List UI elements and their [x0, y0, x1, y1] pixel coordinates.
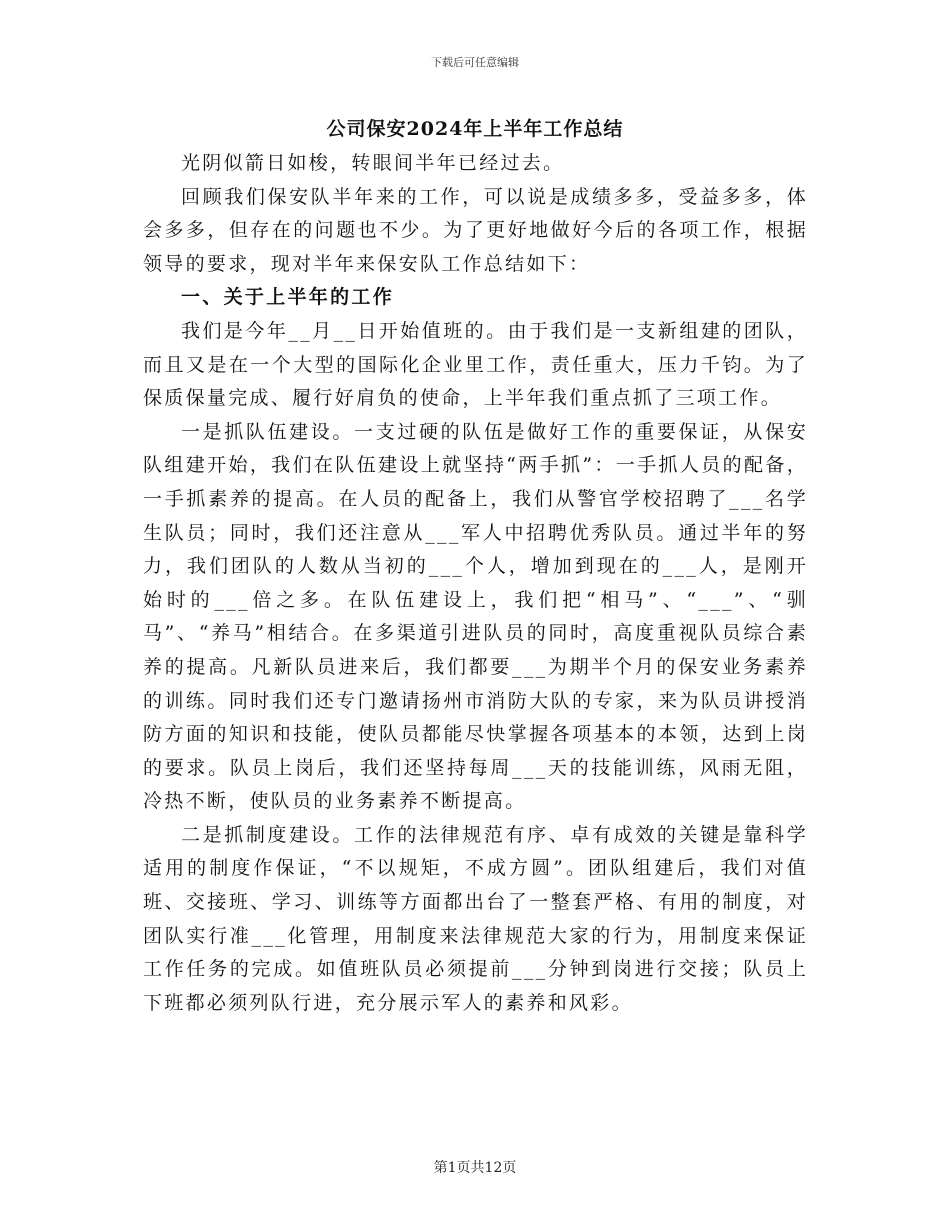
paragraph-intro: 光阴似箭日如梭，转眼间半年已经过去。: [181, 152, 565, 174]
paragraph-team-building: 一是抓队伍建设。一支过硬的队伍是做好工作的重要保证，从保安队组建开始，我们在队伍建设上就坚持“两手抓”：一手抓人员的配备，一手抓素养的提高。在人员的配备上，我们从警官学校招聘了___名学生队员；同时，我们还注意从___军人中招聘优秀队员。通过半年的努力，我们团队的人数从当初的___个人，增加到现在的___人，是刚开始时的___倍之多。在队伍建设上，我们把“相马”、“___”、“驯马”、“养马”相结合。在多渠道引进队员的同时，高度重视队员综合素养的提高。凡新队员进来后，我们都要___为期半个月的保安业务素养的训练。同时我们还专门邀请扬州市消防大队的专家，来为队员讲授消防方面的知识和技能，使队员都能尽快掌握各项基本的本领，达到上岗的要求。队员上岗后，我们还坚持每周___天的技能训练，风雨无阻，冷热不断，使队员的业务素养不断提高。: [143, 420, 808, 813]
paragraph-start-duty: 我们是今年__月__日开始值班的。由于我们是一支新组建的团队，而且又是在一个大型的国际化企业里工作，责任重大，压力千钧。为了保质保量完成、履行好肩负的使命，上半年我们重点抓了三项工作。: [143, 319, 808, 410]
document-title: 公司保安2024年上半年工作总结: [326, 118, 624, 140]
section-heading: 一、关于上半年的工作: [181, 286, 395, 309]
page-number: 第1页共12页: [433, 1160, 517, 1176]
paragraph-system-building: 二是抓制度建设。工作的法律规范有序、卓有成效的关键是靠科学适用的制度作保证，“不以规矩，不成方圆”。团队组建后，我们对值班、交接班、学习、训练等方面都出台了一整套严格、有用的制度，对团队实行准___化管理，用制度来法律规范大家的行为，用制度来保证工作任务的完成。如值班队员必须提前___分钟到岗进行交接；队员上下班都必须列队行进，充分展示军人的素养和风彩。: [143, 823, 808, 1014]
paragraph-review: 回顾我们保安队半年来的工作，可以说是成绩多多，受益多多，体会多多，但存在的问题也不少。为了更好地做好今后的各项工作，根据领导的要求，现对半年来保安队工作总结如下：: [143, 185, 808, 275]
page-header-note: 下载后可任意编辑: [431, 56, 519, 69]
document-body: [143, 147, 808, 1020]
